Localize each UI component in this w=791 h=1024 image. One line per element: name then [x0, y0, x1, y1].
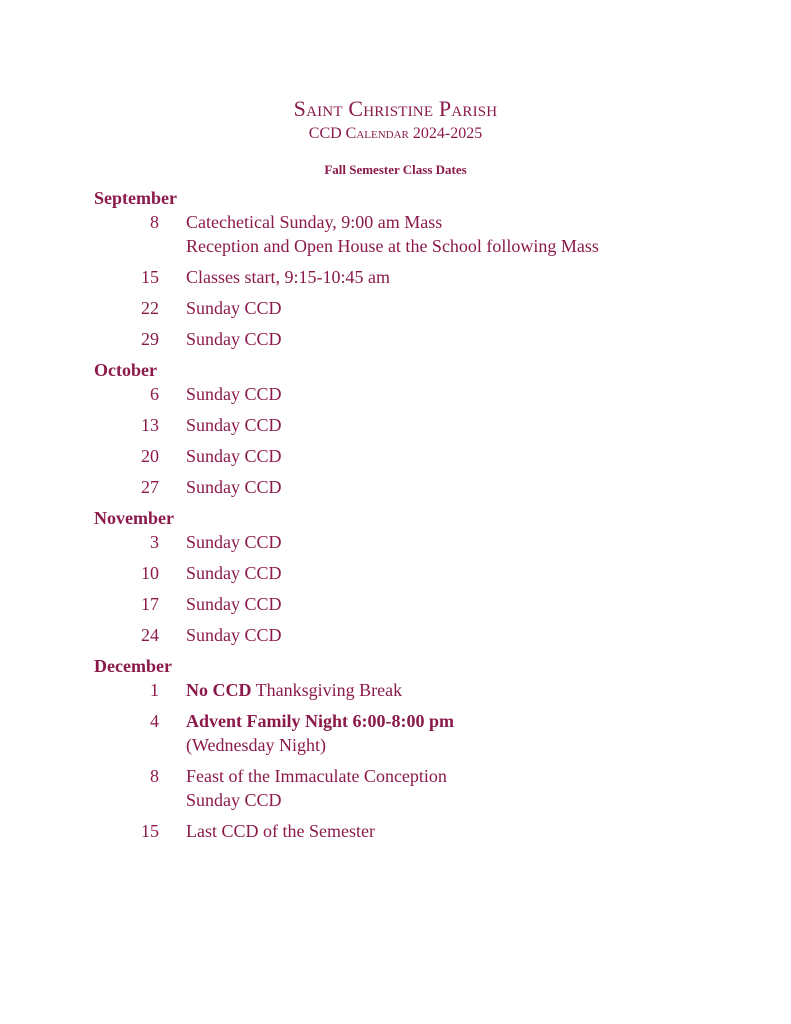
month-section-october	[0, 358, 791, 506]
entry-description	[186, 210, 599, 258]
entry-line-1	[186, 819, 375, 843]
month-section-november	[0, 506, 791, 654]
entry-text: Last CCD of the Semester	[186, 821, 375, 841]
entry-day: 4	[150, 711, 159, 731]
calendar-entry	[0, 265, 791, 296]
month-heading: December	[94, 656, 172, 676]
entry-day: 6	[150, 384, 159, 404]
entry-description	[186, 444, 282, 468]
entry-text: Sunday CCD	[186, 594, 282, 614]
entry-day: 13	[141, 415, 159, 435]
entry-day: 17	[141, 594, 159, 614]
month-heading: September	[94, 188, 177, 208]
entry-day: 24	[141, 625, 159, 645]
entry-day: 3	[150, 532, 159, 552]
entry-text: Sunday CCD	[186, 563, 282, 583]
entry-line-1	[186, 623, 282, 647]
month-heading: October	[94, 360, 157, 380]
calendar-entry	[0, 296, 791, 327]
calendar-entry	[0, 475, 791, 506]
entry-line-1	[186, 265, 390, 289]
entry-text: Sunday CCD	[186, 415, 282, 435]
entry-line-2: Reception and Open House at the School following Mass	[186, 236, 599, 256]
entry-description	[186, 530, 282, 554]
entry-description	[186, 678, 402, 702]
entry-description	[186, 592, 282, 616]
entry-line-1	[186, 561, 282, 585]
calendar-entry	[0, 530, 791, 561]
entry-text: Sunday CCD	[186, 446, 282, 466]
entry-line-1	[186, 327, 282, 351]
entry-day: 29	[141, 329, 159, 349]
calendar-content	[0, 186, 791, 850]
entry-line-2: (Wednesday Night)	[186, 735, 327, 755]
entry-description	[186, 709, 454, 757]
entry-line-1	[186, 475, 282, 499]
month-section-december	[0, 654, 791, 850]
entry-day: 1	[150, 680, 159, 700]
entry-description	[186, 561, 282, 585]
entry-description	[186, 413, 282, 437]
entry-line-1	[186, 764, 447, 788]
entry-text: Sunday CCD	[186, 298, 282, 318]
calendar-entry	[0, 444, 791, 475]
entry-line-1	[186, 210, 599, 234]
entry-line-2: Sunday CCD	[186, 790, 282, 810]
calendar-entry	[0, 327, 791, 358]
month-section-september	[0, 186, 791, 358]
entry-text: Feast of the Immaculate Conception	[186, 766, 447, 786]
entry-description	[186, 623, 282, 647]
entry-day: 8	[150, 766, 159, 786]
entry-day: 15	[141, 821, 159, 841]
page-title: Saint Christine Parish	[293, 96, 498, 121]
entry-day: 10	[141, 563, 159, 583]
entry-line-1	[186, 296, 282, 320]
entry-line-1	[186, 709, 454, 733]
entry-text: Sunday CCD	[186, 532, 282, 552]
calendar-entry	[0, 561, 791, 592]
entry-text: Sunday CCD	[186, 329, 282, 349]
calendar-entry	[0, 819, 791, 850]
entry-text: Classes start, 9:15-10:45 am	[186, 267, 390, 287]
entry-text: Catechetical Sunday, 9:00 am Mass	[186, 212, 443, 232]
entry-text: Sunday CCD	[186, 625, 282, 645]
entry-day: 22	[141, 298, 159, 318]
calendar-entry	[0, 382, 791, 413]
calendar-entry	[0, 592, 791, 623]
entry-day: 27	[141, 477, 159, 497]
entry-day: 8	[150, 212, 159, 232]
entry-day: 15	[141, 267, 159, 287]
calendar-entry	[0, 678, 791, 709]
entry-description	[186, 764, 447, 812]
entry-text: Sunday CCD	[186, 384, 282, 404]
calendar-entry	[0, 210, 791, 265]
semester-heading: Fall Semester Class Dates	[324, 162, 467, 177]
entry-description	[186, 382, 282, 406]
entry-line-1	[186, 382, 282, 406]
entry-bold-text: No CCD	[186, 680, 252, 700]
calendar-entry	[0, 764, 791, 819]
entry-line-1	[186, 530, 282, 554]
page-subtitle: CCD Calendar 2024-2025	[308, 125, 483, 142]
entry-description	[186, 327, 282, 351]
entry-line-1	[186, 413, 282, 437]
entry-text: Thanksgiving Break	[251, 680, 403, 700]
entry-line-1	[186, 592, 282, 616]
entry-bold-text: Advent Family Night 6:00-8:00 pm	[186, 711, 454, 731]
entry-description	[186, 296, 282, 320]
calendar-entry	[0, 709, 791, 764]
entry-day: 20	[141, 446, 159, 466]
entry-text: Sunday CCD	[186, 477, 282, 497]
entry-line-1	[186, 444, 282, 468]
entry-line-1	[186, 678, 402, 702]
month-heading: November	[94, 508, 174, 528]
entry-description	[186, 475, 282, 499]
calendar-entry	[0, 413, 791, 444]
entry-description	[186, 819, 375, 843]
entry-description	[186, 265, 390, 289]
calendar-entry	[0, 623, 791, 654]
